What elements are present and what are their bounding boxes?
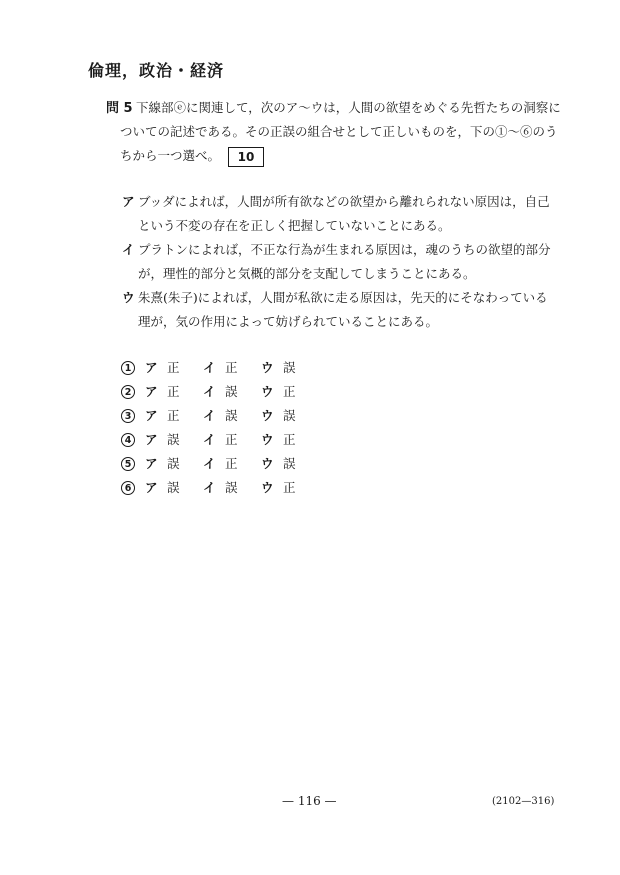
statement-text: 朱熹(朱子)によれば，人間が私欲に走る原因は，先天的にそなわっている: [138, 290, 548, 305]
page-number: — 116 —: [282, 794, 337, 808]
statement-a: [122, 190, 552, 238]
option-number: 3: [121, 409, 135, 423]
option-number: 6: [121, 481, 135, 495]
label-a: ア: [145, 456, 158, 471]
statement-u: [122, 286, 552, 334]
option-number: 4: [121, 433, 135, 447]
value-i: 誤: [225, 480, 238, 495]
answer-box: 10: [228, 147, 264, 167]
statement-i: [122, 238, 552, 286]
label-u: ウ: [261, 384, 274, 399]
statement-text: ブッダによれば，人間が所有欲などの欲望から離れられない原因は，自己: [138, 194, 550, 209]
value-u: 正: [283, 480, 296, 495]
statement-text: が，理性的部分と気概的部分を支配してしまうことにある。: [138, 266, 476, 281]
label-i: イ: [203, 480, 216, 495]
option-number: 2: [121, 385, 135, 399]
option-6[interactable]: [121, 476, 319, 500]
label-i: イ: [203, 456, 216, 471]
value-a: 誤: [167, 456, 180, 471]
value-a: 誤: [167, 480, 180, 495]
statement-label: ウ: [122, 290, 135, 305]
label-a: ア: [145, 360, 158, 375]
option-number: 1: [121, 361, 135, 375]
value-i: 正: [225, 456, 238, 471]
value-u: 正: [283, 432, 296, 447]
option-5[interactable]: [121, 452, 319, 476]
statement-text: という不変の存在を正しく把握していないことにある。: [138, 218, 451, 233]
option-3[interactable]: [121, 404, 319, 428]
value-u: 正: [283, 384, 296, 399]
option-number: 5: [121, 457, 135, 471]
label-i: イ: [203, 408, 216, 423]
label-i: イ: [203, 432, 216, 447]
value-a: 正: [167, 408, 180, 423]
label-a: ア: [145, 384, 158, 399]
value-i: 誤: [225, 408, 238, 423]
label-u: ウ: [261, 480, 274, 495]
value-a: 誤: [167, 432, 180, 447]
statement-list: [122, 190, 552, 334]
label-u: ウ: [261, 360, 274, 375]
label-a: ア: [145, 408, 158, 423]
statement-text: プラトンによれば，不正な行為が生まれる原因は，魂のうちの欲望的部分: [138, 242, 551, 257]
option-4[interactable]: [121, 428, 319, 452]
label-i: イ: [203, 360, 216, 375]
question-number: 問 5: [106, 101, 133, 116]
question-line: [120, 144, 546, 168]
value-u: 誤: [283, 360, 296, 375]
value-i: 正: [225, 432, 238, 447]
question-text: [120, 96, 561, 168]
value-u: 誤: [283, 408, 296, 423]
label-i: イ: [203, 384, 216, 399]
statement-text: 理が，気の作用によって妨げられていることにある。: [138, 314, 439, 329]
option-1[interactable]: [121, 356, 319, 380]
label-a: ア: [145, 480, 158, 495]
label-u: ウ: [261, 408, 274, 423]
answer-options: [121, 356, 319, 500]
statement-label: ア: [122, 194, 135, 209]
question-line: ついての記述である。その正誤の組合せとして正しいものを，下の①～⑥のう: [120, 124, 558, 139]
value-i: 正: [225, 360, 238, 375]
section-title: 倫理，政治・経済: [88, 61, 225, 80]
value-u: 誤: [283, 456, 296, 471]
label-a: ア: [145, 432, 158, 447]
label-u: ウ: [261, 432, 274, 447]
question-line: 下線部ⓔに関連して，次のア～ウは，人間の欲望をめぐる先哲たちの洞察に: [136, 100, 561, 115]
exam-code: (2102—316): [492, 796, 555, 807]
option-2[interactable]: [121, 380, 319, 404]
value-a: 正: [167, 384, 180, 399]
value-i: 誤: [225, 384, 238, 399]
question-line-text: ちから一つ選べ。: [120, 148, 221, 163]
value-a: 正: [167, 360, 180, 375]
label-u: ウ: [261, 456, 274, 471]
statement-label: イ: [122, 242, 135, 257]
